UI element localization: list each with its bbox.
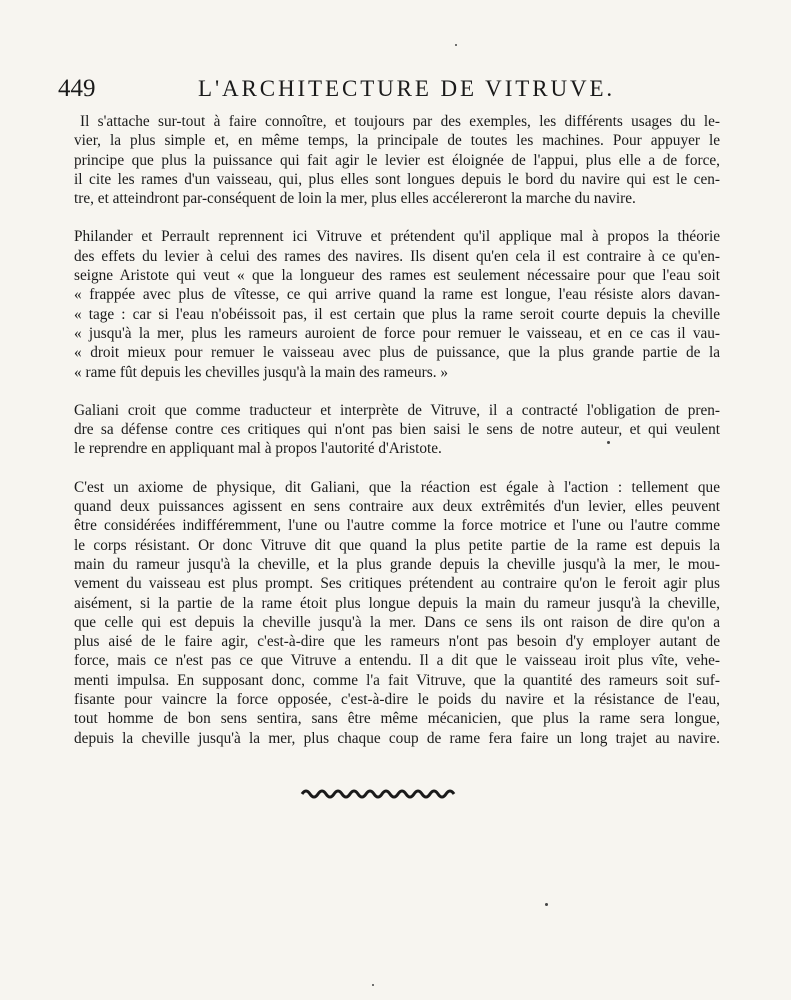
text-line: force, mais ce n'est pas ce que Vitruve a entendu. Il a dit que le vaisseau iroit plus vîte, vehe-	[74, 652, 720, 670]
text-line: il cite les rames d'un vaisseau, qui, plus elles sont longues depuis le bord du navire qui est le cen-	[74, 170, 720, 188]
text-line: seigne Aristote qui veut « que la longueur des rames est seulement nécessaire pour que l'eau soit	[74, 267, 720, 285]
text-line: plus aisé de le faire agir, c'est-à-dire que les rameurs n'ont pas besoin d'y employer autant de	[74, 633, 720, 651]
page-number: 449	[58, 75, 96, 102]
text-line: Il s'attache sur-tout à faire connoître, et toujours par des exemples, les différents usages du le-	[80, 113, 720, 130]
text-line: aisément, si la partie de la rame étoit plus longue depuis la main du rameur jusqu'à la cheville,	[74, 594, 720, 612]
text-line: fisante pour vaincre la force opposée, c'est-à-dire le poids du navire et la résistance de l'eau,	[74, 691, 720, 709]
print-speck	[455, 44, 457, 46]
text-line: C'est un axiome de physique, dit Galiani, que la réaction est égale à l'action : tellement que	[74, 478, 720, 496]
body-text	[74, 112, 720, 748]
text-line: « rame fût depuis les chevilles jusqu'à la main des rameurs. »	[74, 363, 449, 381]
text-line: Galiani croit que comme traducteur et interprète de Vitruve, il a contracté l'obligation de pren-	[74, 401, 720, 419]
text-line: menti impulsa. En supposant donc, comme l'a fait Vitruve, que la quantité des rameurs soit suf-	[74, 671, 720, 689]
text-line: vier, la plus simple et, en même temps, la principale de toutes les machines. Pour appuyer le	[74, 132, 720, 150]
text-line: « jusqu'à la mer, plus les rameurs auroient de force pour remuer le vaisseau, et en ce cas il vau-	[74, 324, 720, 342]
text-line: « droit mieux pour remuer le vaisseau avec plus de puissance, que la plus grande partie de la	[74, 344, 720, 362]
text-line: tre, et atteindront par-conséquent de loin la mer, plus elles accélereront la marche du navire.	[74, 190, 636, 208]
text-line: dre sa défense contre ces critiques qui n'ont pas bien saisi le sens de notre auteur, et qui veulent	[74, 421, 720, 439]
paragraph-2	[74, 227, 720, 381]
text-line: des effets du levier à celui des rames des navires. Ils disent qu'en cela il est contraire à ce qu'en-	[74, 247, 720, 265]
text-line: le reprendre en appliquant mal à propos l'autorité d'Aristote.	[74, 440, 442, 458]
text-line: être considérées indifféremment, l'une ou l'autre comme la force motrice et l'une ou l'autre comme	[74, 517, 720, 535]
decorative-rule-ornament	[300, 787, 460, 801]
print-speck	[607, 441, 610, 444]
text-line: tout homme de bon sens sentira, sans être même mécanicien, que plus la rame sera longue,	[74, 710, 720, 728]
text-line: main du rameur jusqu'à la cheville, et la plus grande depuis la cheville jusqu'à la mer, le mou-	[74, 555, 720, 573]
text-line: principe que plus la puissance qui fait agir le levier est éloignée de l'appui, plus elle a de force,	[74, 151, 720, 169]
text-line: le corps résistant. Or donc Vitruve dit que quand la plus petite partie de la rame est depuis la	[74, 536, 720, 554]
text-line: depuis la cheville jusqu'à la mer, plus chaque coup de rame fera faire un long trajet au navire.	[74, 729, 720, 747]
text-line: « tage : car si l'eau n'obéissoit pas, il est certain que plus la rame seroit courte depuis la cheville	[74, 305, 720, 323]
paragraph-3	[74, 401, 720, 459]
print-speck	[545, 903, 548, 906]
text-line: vement du vaisseau est plus prompt. Ses critiques prétendent au contraire qu'on le feroit agir plus	[74, 575, 720, 593]
text-line: « frappée avec plus de vîtesse, ce qui arrive quand la rame est longue, l'eau résiste alors davan-	[74, 286, 720, 304]
running-title: L'ARCHITECTURE DE VITRUVE.	[198, 76, 616, 101]
page-header	[58, 74, 720, 104]
text-line: que celle qui est depuis la cheville jusqu'à la mer. Dans ce sens ils ont raison de dire qu'on a	[74, 613, 720, 631]
text-line: quand deux puissances agissent en sens contraire aux deux extrêmités d'un levier, elles peuvent	[74, 498, 720, 516]
text-line: Philander et Perrault reprennent ici Vitruve et prétendent qu'il applique mal à propos la théorie	[74, 228, 720, 246]
paragraph-4	[74, 478, 720, 748]
print-speck	[372, 984, 374, 986]
paragraph-1	[74, 112, 720, 208]
